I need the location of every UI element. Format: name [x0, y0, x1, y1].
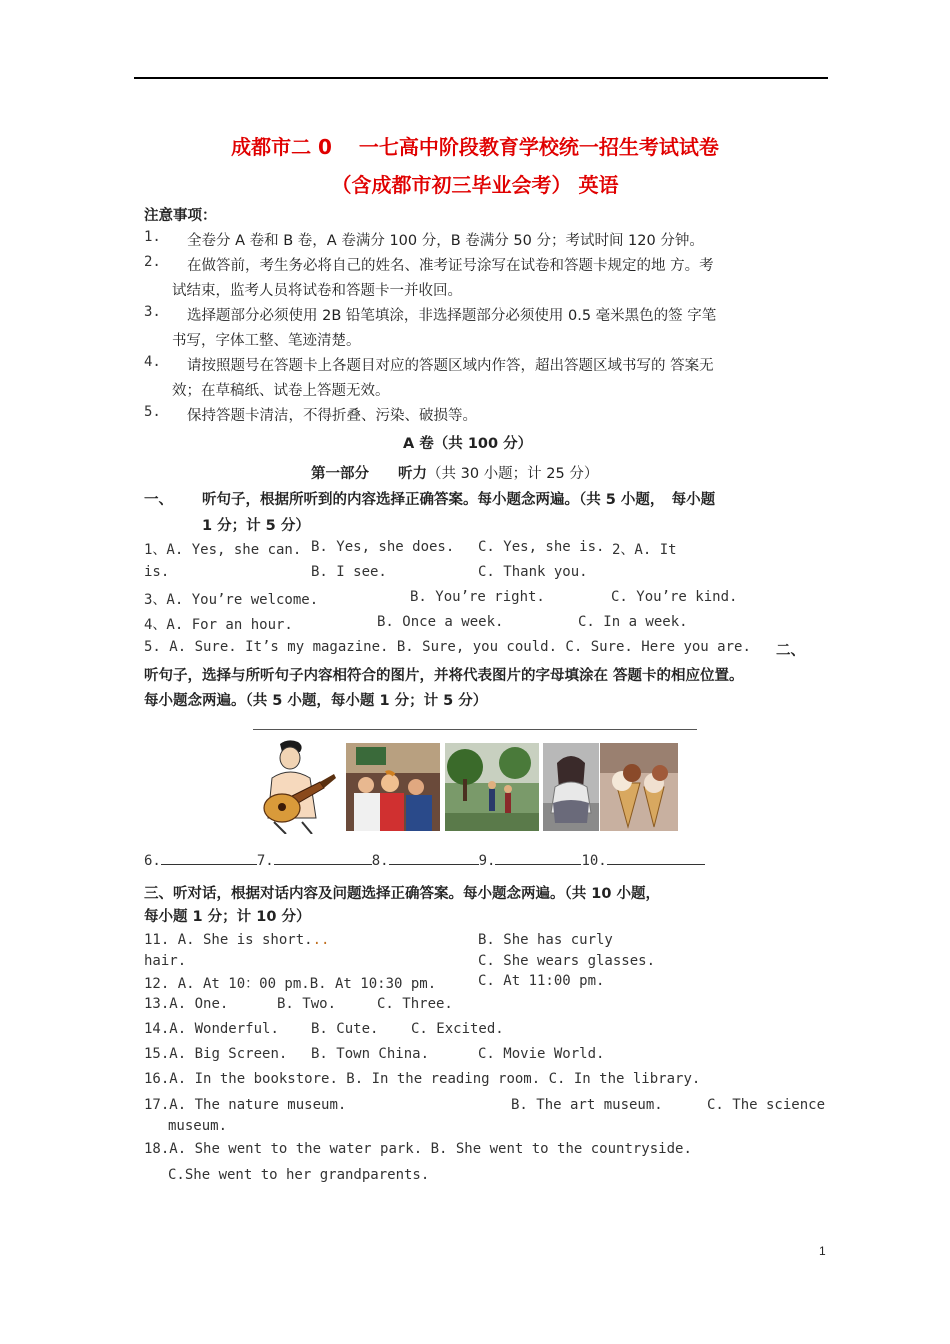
q18-option-c-text: She went to her grandparents. [184, 1167, 430, 1183]
q12-options-ab: 12. A. At 10：00 pm.B. At 10:30 pm. [144, 976, 437, 992]
q1-option-b: B. Yes, she does. [311, 539, 455, 555]
q17-option-a: A. The nature museum. [169, 1097, 347, 1113]
page-number: 1 [819, 1244, 826, 1258]
answer-blank-10[interactable] [607, 850, 705, 865]
q4-option-c: C. In a week. [578, 614, 688, 630]
note-text: 全卷分 A 卷和 B 卷，A 卷满分 100 分，B 卷满分 50 分；考试时间 120 分钟。 [187, 233, 704, 249]
note-text-cont: 效；在草稿纸、试卷上答题无效。 [172, 383, 390, 399]
page-title: 成都市二 0 一七高中阶段教育学校统一招生考试试卷 [231, 135, 719, 159]
section2-instruction: 听句子，选择与所听句子内容相符合的图片，并将代表图片的字母填涂在 答题卡的相应位置。 [144, 668, 744, 684]
note-num: 4. [144, 354, 161, 370]
q4-option-a: 4、A. For an hour. [144, 617, 293, 633]
q3-option-a: 3、A. You’re welcome. [144, 592, 319, 608]
q3-option-c: C. You’re kind. [611, 589, 738, 605]
q2-option-a-cont: is. [144, 564, 170, 580]
section3-instruction-cont: 每小题 1 分；计 10 分） [144, 909, 311, 925]
section1-number: 一、 [144, 492, 173, 508]
q14-number: 14. [144, 1021, 170, 1037]
part1-detail: （共 30 小题；计 25 分） [427, 466, 599, 482]
blank-label-9: 9. [478, 853, 496, 869]
answer-blank-8[interactable] [389, 850, 479, 865]
q16-row [144, 1071, 700, 1087]
q11-option-a: 11. A. She is short... [144, 932, 330, 948]
q14-row [144, 1021, 279, 1037]
note-text: 选择题部分必须使用 2B 铅笔填涂，非选择题部分必须使用 0.5 毫米黑色的签 字笔 [187, 308, 717, 324]
sad-girl-picture [543, 743, 599, 831]
q17-option-c: C. The science [707, 1097, 826, 1113]
class-picture [346, 743, 440, 831]
q18-options-ab: A. She went to the water park. B. She went to the countryside. [169, 1141, 692, 1157]
section1-instruction-cont: 1 分；计 5 分） [202, 518, 310, 534]
header-rule [134, 77, 828, 79]
picture-answer-blanks [144, 850, 705, 869]
section3-instruction: 三、听对话，根据对话内容及问题选择正确答案。每小题念两遍。（共 10 小题， [144, 886, 661, 902]
q15-option-c: C. Movie World. [478, 1046, 605, 1062]
blank-label-10: 10. [581, 853, 607, 869]
blank-label-6: 6. [144, 853, 161, 869]
section2-number: 二、 [776, 643, 805, 659]
answer-blank-6[interactable] [161, 850, 257, 865]
note-text-cont: 试结束，监考人员将试卷和答题卡一并收回。 [172, 283, 462, 299]
q18-option-c-letter: C. [168, 1167, 185, 1183]
note-num: 2. [144, 254, 161, 270]
q1-option-c: C. Yes, she is. [478, 539, 605, 555]
notes-heading: 注意事项： [144, 208, 217, 224]
q13-row [144, 996, 228, 1012]
section1-instruction: 听句子，根据所听到的内容选择正确答案。每小题念两遍。（共 5 小题， 每小题 [202, 492, 716, 508]
q13-number: 13. [144, 996, 170, 1012]
q13-option-b: B. Two. [277, 996, 337, 1012]
guitar-boy-picture [258, 738, 338, 834]
q17-number: 17. [144, 1097, 170, 1113]
q4-option-b: B. Once a week. [377, 614, 504, 630]
q17-option-b: B. The art museum. [511, 1097, 663, 1113]
q12-option-c: C. At 11:00 pm. [478, 973, 605, 989]
answer-blank-9[interactable] [495, 850, 581, 865]
ice-cream-picture [600, 743, 678, 831]
q2-option-b: B. I see. [311, 564, 387, 580]
picture-rule [253, 729, 697, 730]
q14-option-a: A. Wonderful. [169, 1021, 279, 1037]
q13-option-c: C. Three. [377, 996, 453, 1012]
q15-option-a: A. Big Screen. [169, 1046, 288, 1062]
q14-option-b: B. Cute. [311, 1021, 379, 1037]
q17-row [144, 1097, 346, 1113]
page-subtitle: （含成都市初三毕业会考） 英语 [331, 173, 619, 197]
q15-option-b: B. Town China. [311, 1046, 430, 1062]
q15-row [144, 1046, 287, 1062]
note-num: 3. [144, 304, 161, 320]
q18-row [144, 1141, 692, 1157]
note-num: 1. [144, 229, 161, 245]
blank-label-7: 7. [256, 853, 274, 869]
blank-label-8: 8. [371, 853, 389, 869]
q18-number: 18. [144, 1141, 170, 1157]
part1-name: 第一部分 听力 [311, 466, 427, 482]
q15-number: 15. [144, 1046, 170, 1062]
answer-blank-7[interactable] [274, 850, 372, 865]
section2-instruction-cont: 每小题念两遍。（共 5 小题，每小题 1 分；计 5 分） [144, 693, 488, 709]
q18-option-c [168, 1167, 429, 1183]
q11-option-c: C. She wears glasses. [478, 953, 656, 969]
note-text: 请按照题号在答题卡上各题目对应的答题区域内作答，超出答题区域书写的 答案无 [187, 358, 714, 374]
note-text-cont: 书写，字体工整、笔迹清楚。 [172, 333, 361, 349]
q3-option-b: B. You’re right. [410, 589, 545, 605]
note-text: 在做答前，考生务必将自己的姓名、准考证号涂写在试卷和答题卡规定的地 方。考 [187, 258, 714, 274]
q17-option-c-cont: museum. [168, 1118, 228, 1134]
q16-number: 16. [144, 1071, 170, 1087]
q16-options: A. In the bookstore. B. In the reading room. C. In the library. [169, 1071, 701, 1087]
q11-option-b: B. She has curly [478, 932, 613, 948]
q11-option-b-cont: hair. [144, 953, 187, 969]
part1-heading [311, 462, 598, 483]
park-picture [445, 743, 539, 831]
q2-option-a: 2、A. It [612, 542, 677, 558]
q14-option-c: C. Excited. [411, 1021, 504, 1037]
q13-option-a: A. One. [169, 996, 229, 1012]
q2-option-c: C. Thank you. [478, 564, 588, 580]
paper-a-heading: A 卷（共 100 分） [403, 436, 533, 452]
note-num: 5. [144, 404, 161, 420]
q1-option-a: 1、A. Yes, she can. [144, 542, 302, 558]
q5-options: 5. A. Sure. It’s my magazine. B. Sure, you could. C. Sure. Here you are. [144, 639, 751, 655]
note-text: 保持答题卡清洁，不得折叠、污染、破损等。 [187, 408, 477, 424]
